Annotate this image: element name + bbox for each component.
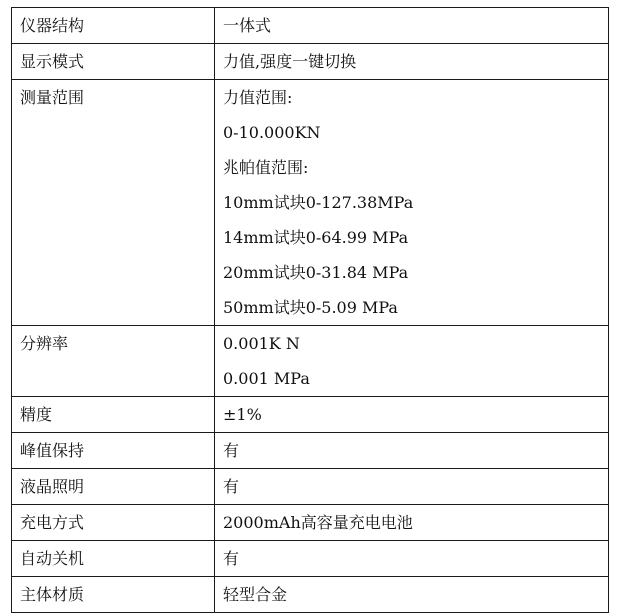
value-line: 力值,强度一键切换 (223, 52, 357, 71)
value-line: ±1% (223, 405, 262, 424)
row-value (215, 80, 609, 326)
table-row (12, 433, 609, 469)
row-value (215, 326, 609, 397)
value-line: 轻型合金 (223, 585, 288, 604)
table-row (12, 326, 609, 397)
value-line: 力值范围: (223, 88, 293, 107)
value-line: 兆帕值范围: (223, 158, 309, 177)
row-value (215, 541, 609, 577)
row-value (215, 44, 609, 80)
value-line: 2000mAh高容量充电电池 (223, 513, 413, 532)
value-line: 50mm试块0-5.09 MPa (223, 298, 398, 317)
table-row (12, 80, 609, 326)
row-value (215, 8, 609, 44)
row-label: 仪器结构 (12, 8, 215, 44)
row-value (215, 505, 609, 541)
value-line: 有 (223, 441, 240, 460)
value-line: 0.001K N (223, 334, 300, 353)
row-label: 充电方式 (12, 505, 215, 541)
row-label: 主体材质 (12, 577, 215, 613)
table-row (12, 44, 609, 80)
value-line: 有 (223, 549, 240, 568)
row-label: 分辨率 (12, 326, 215, 397)
row-value (215, 397, 609, 433)
table-row (12, 505, 609, 541)
row-value (215, 577, 609, 613)
value-line: 一体式 (223, 16, 272, 35)
row-label: 显示模式 (12, 44, 215, 80)
row-label: 液晶照明 (12, 469, 215, 505)
table-row (12, 397, 609, 433)
row-value (215, 469, 609, 505)
table-row (12, 8, 609, 44)
row-label: 精度 (12, 397, 215, 433)
row-label: 峰值保持 (12, 433, 215, 469)
value-line: 20mm试块0-31.84 MPa (223, 263, 409, 282)
row-value (215, 433, 609, 469)
value-line: 10mm试块0-127.38MPa (223, 193, 414, 212)
spec-table (11, 7, 609, 613)
row-label: 自动关机 (12, 541, 215, 577)
value-line: 0.001 MPa (223, 369, 310, 388)
row-label: 测量范围 (12, 80, 215, 326)
table-row (12, 577, 609, 613)
value-line: 14mm试块0-64.99 MPa (223, 228, 409, 247)
table-row (12, 541, 609, 577)
table-row (12, 469, 609, 505)
value-line: 有 (223, 477, 240, 496)
value-line: 0-10.000KN (223, 123, 321, 142)
